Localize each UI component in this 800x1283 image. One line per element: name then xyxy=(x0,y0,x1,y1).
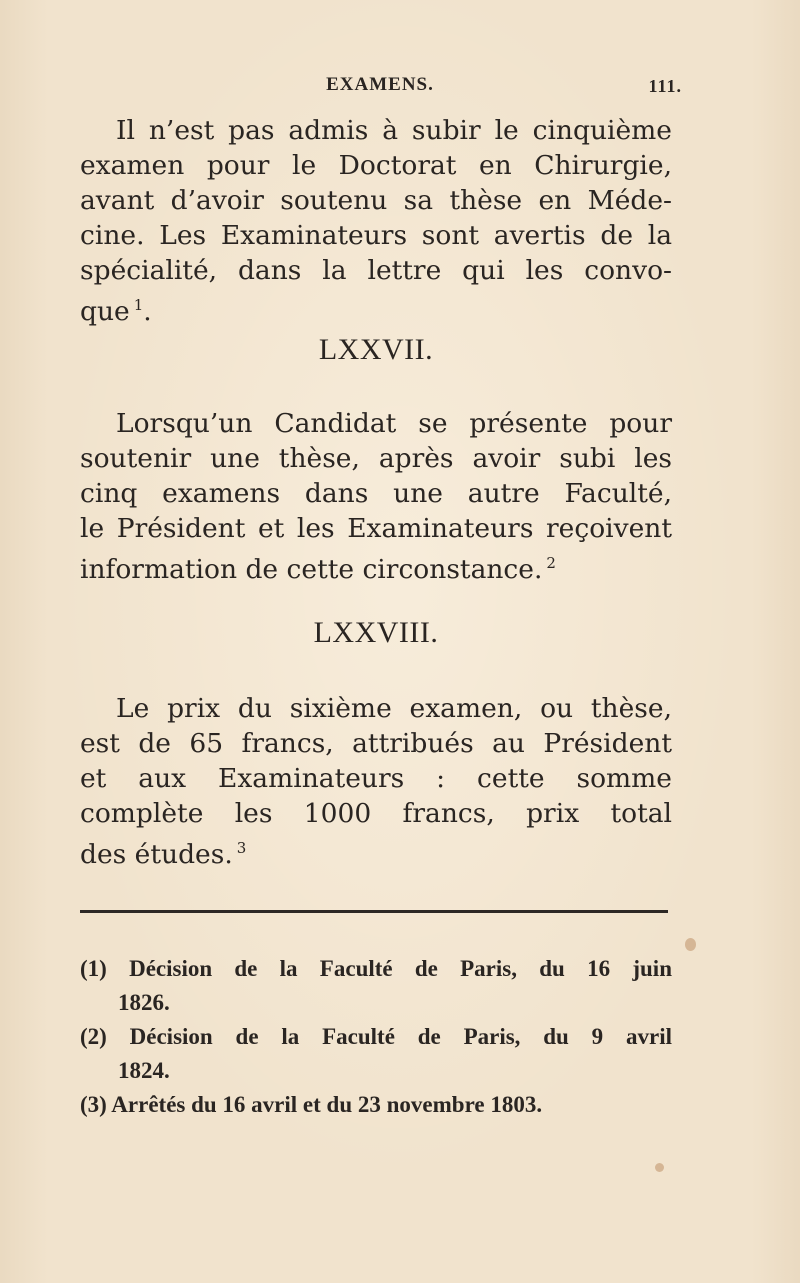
footnote-separator-rule xyxy=(80,910,668,913)
text-line: Lorsqu’un Candidat se présente pour xyxy=(116,408,672,439)
paragraph-2 xyxy=(80,406,672,587)
text-line: Le prix du sixième examen, ou thèse, xyxy=(116,693,672,724)
text-line: le Président et les Examinateurs reçoivent xyxy=(80,513,672,544)
footnote-ref-2: 2 xyxy=(546,554,556,572)
text-line: Il n’est pas admis à subir le cinquième xyxy=(116,115,672,146)
text-line: complète les 1000 francs, prix total xyxy=(80,798,672,829)
footnote-line: (1) Décision de la Faculté de Paris, du 16 juin xyxy=(80,956,672,981)
footnotes xyxy=(80,952,672,1122)
running-head xyxy=(80,74,680,102)
text-line: est de 65 francs, attribués au Président xyxy=(80,728,672,759)
footnote-line: (2) Décision de la Faculté de Paris, du 9 avril xyxy=(80,1024,672,1049)
text-line: examen pour le Doctorat en Chirurgie, xyxy=(80,150,672,181)
text-line-last xyxy=(80,288,672,329)
footnote-line: 1826. xyxy=(118,990,170,1015)
paragraph-3 xyxy=(80,691,672,872)
footnote-3 xyxy=(80,1088,672,1122)
article-heading-77: LXXVII. xyxy=(318,333,434,366)
text-line: et aux Examinateurs : cette somme xyxy=(80,763,672,794)
text-fragment: que xyxy=(80,296,130,327)
footnote-1 xyxy=(80,952,672,1020)
text-line: soutenir une thèse, après avoir subi les xyxy=(80,443,672,474)
text-fragment: des études. xyxy=(80,839,233,870)
footnote-ref-1: 1 xyxy=(133,296,144,314)
paper-stain xyxy=(685,938,696,951)
article-heading-78: LXXVIII. xyxy=(313,616,439,649)
running-title: EXAMENS. xyxy=(326,74,434,95)
text-line-last xyxy=(80,546,672,587)
text-fragment: . xyxy=(143,296,152,327)
text-fragment: information de cette circonstance. xyxy=(80,554,543,585)
text-line-last xyxy=(80,831,672,872)
text-line: cine. Les Examinateurs sont avertis de la xyxy=(80,220,672,251)
footnote-2 xyxy=(80,1020,672,1088)
footnote-line: 1824. xyxy=(118,1058,170,1083)
paragraph-1 xyxy=(80,113,672,329)
page-number: 111. xyxy=(648,76,682,96)
text-line: cinq examens dans une autre Faculté, xyxy=(80,478,672,509)
paper-stain xyxy=(655,1163,664,1172)
text-line: avant d’avoir soutenu sa thèse en Méde- xyxy=(80,185,672,216)
footnote-line: (3) Arrêtés du 16 avril et du 23 novembre 1803. xyxy=(80,1092,543,1117)
text-line: spécialité, dans la lettre qui les convo- xyxy=(80,255,672,286)
footnote-ref-3: 3 xyxy=(236,839,247,857)
